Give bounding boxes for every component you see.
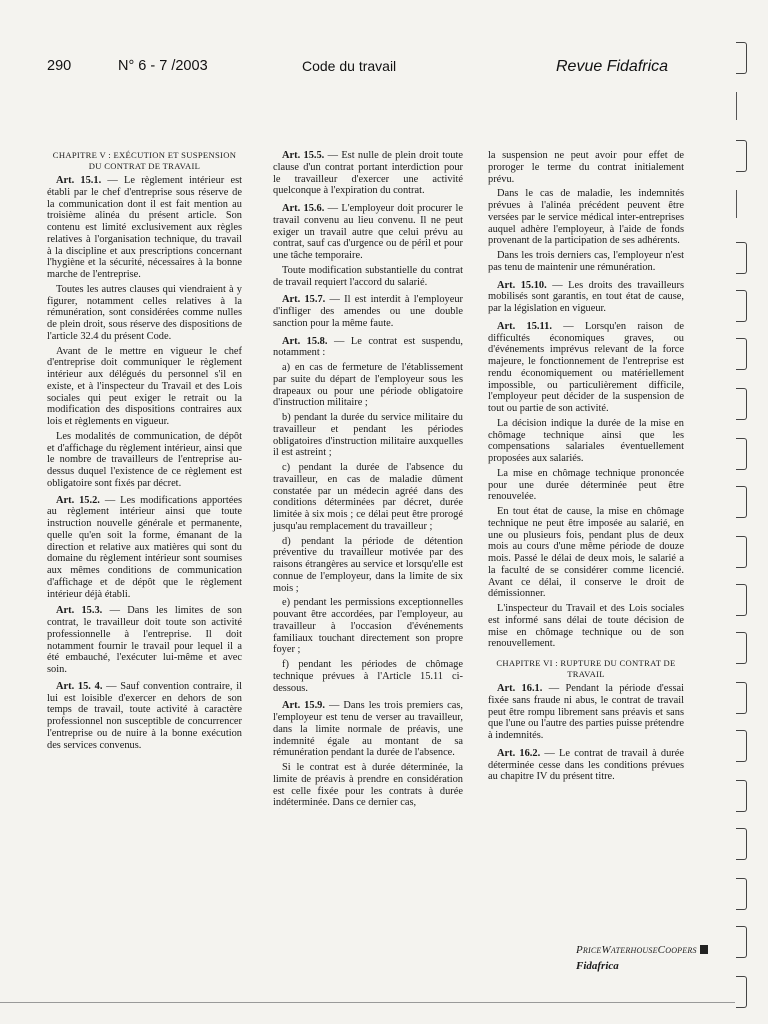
article-number: Art. 16.1. [497, 683, 543, 694]
binder-ring [736, 682, 747, 714]
article-text: — Lorsqu'en raison de difficultés économiques graves, ou d'événements imprévus relevant de la force majeure, le fonctionnement de l'entreprise est rendu économiquement ou matériellement impossible, ou particulièrement difficile, l'employeur peut décider de la suspension de tout ou partie de son activité. [488, 320, 684, 414]
paragraph: Si le contrat est à durée déterminée, la limite de préavis à prendre en considération est celle fixée pour les contrats à durée indéterminée. Dans ce dernier cas, [273, 762, 463, 809]
pwc-logo [576, 944, 708, 956]
article-number: Art. 15.11. [497, 320, 552, 332]
binder-ring [736, 584, 747, 616]
paragraph [488, 280, 684, 315]
list-item: f) pendant les périodes de chômage technique prévues à l'Article 15.11 ci-dessous. [273, 659, 463, 694]
article-text: — Il est interdit à l'employeur d'infliger des amendes ou une double sanction pour la même faute. [273, 294, 463, 329]
paragraph: Avant de le mettre en vigueur le chef d'entreprise doit communiquer le règlement intérieur aux délégués du personnel s'il en existe, et à l'inspecteur du Travail et des Lois sociales qui peut exiger le retrait ou la modification des dispositions contraires aux lois et règlements en vigueur. [47, 345, 242, 427]
paragraph: Les modalités de communication, de dépôt et d'affichage du règlement intérieur, ainsi que le nombre de travailleurs de l'entreprise au-dessus duquel l'existence de ce règlement est obligatoire sont fixés par décret. [47, 430, 242, 489]
article-text: — Les modifications apportées au règlement intérieur ainsi que toute instruction nouvelle générale et permanente, quelle qu'en soit la forme, émanant de la direction et relative aux matières qui sont du domaine du règlement intérieur sont soumises aux mêmes conditions de communication d'affichage et de dépôt que le règlement intérieur déjà établi. [47, 494, 243, 600]
paragraph: En tout état de cause, la mise en chômage technique ne peut être imposée au salarié, en une ou plusieurs fois, pendant plus de deux mois au cours d'une même période de douze mois. Passé le délai de deux mois, le salarié a la faculté de se considérer comme licencié. Avant ce délai, il conserve le droit de démissionner. [488, 506, 684, 600]
binder-ring [736, 242, 747, 274]
binder-ring [736, 140, 747, 172]
article-text: — Dans les trois premiers cas, l'employeur est tenu de verser au travailleur, dans la limite normale de préavis, une indemnité égale au montant de sa rémunération pendant la durée de l'absence. [273, 700, 463, 759]
article-number: Art. 15.10. [497, 279, 547, 291]
list-item: b) pendant la durée du service militaire du travailleur et pendant les périodes obligatoires d'instruction militaire auxquelles il est astreint ; [273, 412, 463, 459]
page-number: 290 [47, 58, 72, 74]
binder-ring [736, 388, 747, 420]
binder-ring [736, 92, 747, 120]
article-text: — Dans les limites de son contrat, le travailleur doit toute son activité professionnelle à l'entreprise. Il doit notamment fournir le travail pour lequel il a été embauché, l'exécuter lui-même et avec soin. [47, 605, 242, 675]
binder-ring [736, 976, 747, 1008]
binder-ring [736, 926, 747, 958]
paragraph: La mise en chômage technique prononcée pour une durée déterminée peut être renouvelée. [488, 467, 684, 503]
paragraph: Toute modification substantielle du contrat de travail requiert l'accord du salarié. [273, 264, 463, 288]
binder-ring [736, 486, 747, 518]
binder-ring [736, 828, 747, 860]
binder-ring [736, 290, 747, 322]
chapter-vi-title: CHAPITRE VI : RUPTURE DU CONTRAT DE TRAVAIL [496, 658, 676, 679]
article-text: — Le contrat de travail à durée déterminée cesse dans les conditions prévues au chapitre IV du présent titre. [488, 747, 684, 783]
paragraph: Dans les trois derniers cas, l'employeur n'est pas tenu de maintenir une rémunération. [488, 250, 684, 273]
list-item: d) pendant la période de détention préventive du travailleur motivée par des raisons étrangères au service et lorsqu'elle est connue de l'employeur, dans la limite de six mois ; [273, 535, 463, 594]
paragraph: La décision indique la durée de la mise en chômage technique ainsi que les compensations salariales éventuellement proposées aux salariés. [488, 417, 684, 464]
publication-title: Revue Fidafrica [556, 58, 669, 75]
paragraph [47, 681, 242, 752]
list-item: c) pendant la durée de l'absence du travailleur, en cas de maladie dûment constatée par un médecin agréé dans des conditions déterminées par décret, durée limitée à six mois ; ce délai peut être prorogé jusqu'au remplacement du travailleur ; [273, 462, 463, 532]
binder-ring [736, 42, 747, 74]
article-number: Art. 15.1. [56, 175, 102, 186]
paragraph [273, 203, 463, 262]
article-text: — Le contrat est suspendu, notamment : [273, 335, 463, 359]
chapter-v-title: CHAPITRE V : EXÉCUTION ET SUSPENSION DU CONTRAT DE TRAVAIL [52, 150, 237, 171]
paragraph [488, 683, 684, 742]
paragraph [47, 605, 242, 676]
section-title: Code du travail [302, 58, 397, 74]
bottom-rule [0, 1002, 735, 1003]
article-text: — Sauf convention contraire, il lui est loisible d'exercer en dehors de son temps de travail, toute activité à caractère professionnel non susceptible de concurrencer l'entreprise ou de nuire à la bonne exécution des services convenus. [47, 680, 243, 751]
paragraph [47, 175, 242, 281]
article-number: Art. 15.3. [56, 605, 103, 617]
article-text: — Les droits des travailleurs mobilisés sont garantis, en tout état de cause, par la législation en vigueur. [488, 279, 684, 314]
article-number: Art. 15.7. [282, 294, 326, 306]
column-3 [488, 150, 684, 786]
logo-text: PriceWaterhouseCoopers [576, 944, 697, 956]
binder-ring [736, 878, 747, 910]
issue-number: N° 6 - 7 /2003 [118, 58, 208, 74]
article-number: Art. 15.2. [56, 494, 100, 506]
article-number: Art. 15.9. [282, 700, 325, 712]
article-text: — L'employeur doit procurer le travail convenu au lieu convenu. Il ne peut exiger un travail autre que celui prévu au contrat, sauf cas d'urgence ou de péril et pour une tâche temporaire. [273, 203, 463, 261]
article-text: — Est nulle de plein droit toute clause d'un contrat portant interdiction pour le travailleur d'exercer une activité quelconque à l'expiration du contrat. [273, 150, 463, 197]
article-number: Art. 15. 4. [56, 680, 103, 692]
paragraph [273, 700, 463, 759]
paragraph [273, 294, 463, 329]
list-item: a) en cas de fermeture de l'établissement par suite du départ de l'employeur sous les drapeaux ou pour une période obligatoire d'instruction militaire ; [273, 362, 463, 409]
paragraph: L'inspecteur du Travail et des Lois sociales est informé sans délai de toute décision de mise en chômage technique ou de son renouvellement. [488, 603, 684, 650]
article-text: — Pendant la période d'essai fixée sans fraude ni abus, le contrat de travail peut être rompu librement sans préavis et sans que l'une ou l'autre des parties puisse prétendre à indemnités. [488, 683, 684, 741]
logo-square-icon [700, 945, 708, 954]
list-item: e) pendant les permissions exceptionnelles pouvant être accordées, par l'employeur, au travailleur à l'occasion d'événements familiaux touchant directement son propre foyer ; [273, 597, 463, 656]
binder-rings [732, 20, 762, 1020]
binder-ring [736, 338, 747, 370]
binder-ring [736, 780, 747, 812]
paragraph [488, 321, 684, 415]
paragraph [488, 748, 684, 783]
article-number: Art. 15.6. [282, 203, 325, 214]
paragraph [47, 495, 242, 601]
paragraph [273, 150, 463, 197]
footer-brand: Fidafrica [576, 960, 619, 972]
column-1 [47, 150, 242, 754]
binder-ring [736, 536, 747, 568]
paragraph [273, 336, 463, 360]
binder-ring [736, 730, 747, 762]
article-number: Art. 16.2. [497, 747, 541, 759]
binder-ring [736, 190, 747, 218]
article-number: Art. 15.8. [282, 335, 328, 347]
paragraph: Dans le cas de maladie, les indemnités prévues à l'alinéa précédent peuvent être versées par le service médical inter-entreprises auquel adhère l'employeur, à l'aide de fonds provenant de la participation de ses adhérents. [488, 188, 684, 247]
paragraph: la suspension ne peut avoir pour effet de proroger le terme du contrat initialement prévu. [488, 150, 684, 185]
article-text: — Le règlement intérieur est établi par le chef d'entreprise sous réserve de la communication dont il est fait mention au troisième alinéa du présent article. Son contenu est limité exclusivement aux règles relatives à l'organisation technique, du travail à la discipline et aux prescriptions concernant l'hygiène et la sécurité, nécessaires à la bonne marche de l'entreprise. [47, 175, 242, 280]
column-2 [273, 150, 463, 812]
binder-ring [736, 438, 747, 470]
article-number: Art. 15.5. [282, 150, 325, 161]
binder-ring [736, 632, 747, 664]
paragraph: Toutes les autres clauses qui viendraient à y figurer, notamment celles relatives à la rémunération, sont considérées comme nulles de plein droit, sous réserve des dispositions de l'article 32.4 du présent Code. [47, 283, 242, 342]
